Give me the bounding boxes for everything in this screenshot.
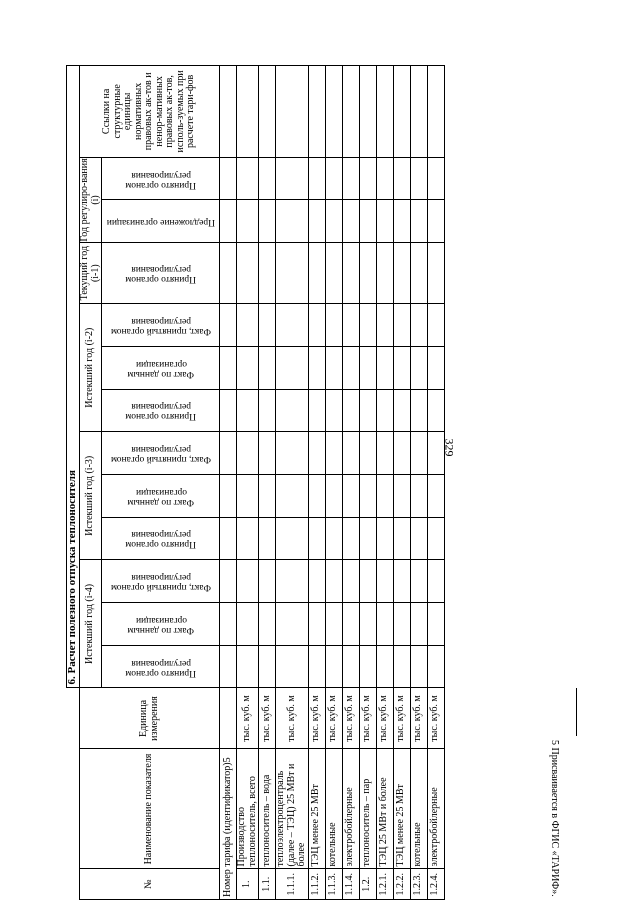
row-number: 1.1.4. — [342, 869, 359, 900]
empty-cell — [325, 157, 342, 200]
empty-cell — [376, 157, 393, 200]
empty-cell — [237, 157, 259, 200]
empty-cell — [308, 645, 325, 688]
empty-cell — [393, 389, 410, 432]
row-number: 1.1.3. — [325, 869, 342, 900]
empty-cell — [276, 200, 309, 243]
empty-cell — [325, 304, 342, 347]
empty-cell — [237, 560, 259, 603]
empty-cell — [393, 200, 410, 243]
table-row — [259, 66, 276, 900]
empty-cell — [308, 243, 325, 304]
row-name: электробойлерные — [342, 749, 359, 869]
empty-cell — [308, 157, 325, 200]
empty-cell — [237, 346, 259, 389]
table-row — [237, 66, 259, 900]
row-name: котельные — [410, 749, 427, 869]
empty-cell — [427, 517, 444, 560]
empty-cell — [342, 474, 359, 517]
empty-cell — [410, 304, 427, 347]
empty-cell — [410, 645, 427, 688]
table-row — [308, 66, 325, 900]
empty-cell — [410, 346, 427, 389]
empty-cell — [410, 517, 427, 560]
empty-cell — [393, 157, 410, 200]
empty-cell — [376, 517, 393, 560]
empty-cell — [325, 389, 342, 432]
empty-cell — [276, 517, 309, 560]
row-name: Производство теплоноситель, всего — [237, 749, 259, 869]
footnote: 5 Присваивается в ФГИС «ТАРИФ». — [549, 740, 560, 897]
empty-cell — [259, 157, 276, 200]
empty-cell — [359, 432, 376, 475]
empty-cell — [359, 474, 376, 517]
empty-cell — [237, 432, 259, 475]
empty-cell — [376, 389, 393, 432]
table-title: 6. Расчет полезного отпуска теплоносителя — [67, 66, 80, 688]
empty-cell — [237, 517, 259, 560]
empty-cell — [393, 603, 410, 646]
empty-cell — [359, 389, 376, 432]
row-unit: тыс. куб. м — [427, 688, 444, 749]
empty-cell — [342, 560, 359, 603]
sub-fact-reg: Факт, принятый органом регулирования — [110, 444, 211, 465]
empty-cell — [259, 389, 276, 432]
empty-cell — [410, 389, 427, 432]
row-number: 1.2. — [359, 869, 376, 900]
empty-cell — [393, 304, 410, 347]
empty-cell — [325, 200, 342, 243]
period-i2-header: Истекший год (i-2) — [80, 304, 102, 432]
empty-cell — [237, 243, 259, 304]
empty-cell — [325, 603, 342, 646]
empty-cell — [237, 389, 259, 432]
sub-accepted: Принято органом регулирования — [125, 264, 196, 285]
empty-cell — [259, 474, 276, 517]
empty-cell — [237, 200, 259, 243]
row-unit: тыс. куб. м — [410, 688, 427, 749]
empty-cell — [410, 603, 427, 646]
empty-cell — [342, 200, 359, 243]
table-row — [410, 66, 427, 900]
empty-cell — [393, 560, 410, 603]
empty-cell — [376, 645, 393, 688]
empty-cell — [342, 243, 359, 304]
empty-cell — [308, 346, 325, 389]
empty-cell — [427, 474, 444, 517]
sub-fact-reg: Факт, принятый органом регулирования — [110, 316, 211, 336]
empty-cell — [342, 389, 359, 432]
empty-cell — [259, 645, 276, 688]
empty-cell — [308, 66, 325, 158]
row-number: 1.2.3. — [410, 869, 427, 900]
empty-cell — [276, 346, 309, 389]
row-unit: тыс. куб. м — [359, 688, 376, 749]
empty-cell — [410, 200, 427, 243]
empty-cell — [376, 432, 393, 475]
empty-cell — [342, 517, 359, 560]
sub-fact-org: Факт по данным организации — [127, 486, 194, 507]
empty-cell — [259, 603, 276, 646]
sub-proposal: Предложение организации — [106, 217, 215, 228]
empty-cell — [276, 474, 309, 517]
empty-cell — [308, 517, 325, 560]
heat-carrier-table — [66, 65, 445, 900]
row-number: 1.2.2. — [393, 869, 410, 900]
empty-cell — [342, 645, 359, 688]
empty-cell — [410, 243, 427, 304]
empty-cell — [359, 346, 376, 389]
page-number: 329 — [442, 438, 457, 457]
table-row — [393, 66, 410, 900]
empty-cell — [259, 517, 276, 560]
row-number: 1.2.4. — [427, 869, 444, 900]
empty-cell — [259, 304, 276, 347]
empty-cell — [237, 66, 259, 158]
empty-cell — [410, 432, 427, 475]
rotated-table-container — [66, 0, 574, 900]
row-name: ТЭЦ менее 25 МВт — [308, 749, 325, 869]
empty-cell — [276, 603, 309, 646]
empty-cell — [427, 200, 444, 243]
row-unit: тыс. куб. м — [259, 688, 276, 749]
empty-cell — [359, 517, 376, 560]
row-number: 1.2.1. — [376, 869, 393, 900]
empty-cell — [359, 645, 376, 688]
empty-cell — [359, 304, 376, 347]
empty-cell — [427, 346, 444, 389]
sub-accepted: Принято органом регулирования — [125, 529, 196, 550]
empty-cell — [393, 66, 410, 158]
empty-cell — [427, 432, 444, 475]
row-number: 1.1. — [259, 869, 276, 900]
empty-cell — [376, 474, 393, 517]
empty-cell — [427, 645, 444, 688]
sub-fact-org: Факт по данным организации — [127, 614, 194, 635]
empty-cell — [325, 346, 342, 389]
empty-cell — [410, 560, 427, 603]
sub-fact-reg: Факт, принятый органом регулирования — [110, 572, 211, 593]
empty-cell — [276, 243, 309, 304]
empty-cell — [308, 389, 325, 432]
empty-cell — [410, 474, 427, 517]
empty-cell — [325, 243, 342, 304]
empty-cell — [342, 157, 359, 200]
empty-cell — [342, 304, 359, 347]
row-name: ТЭЦ менее 25 МВт — [393, 749, 410, 869]
empty-cell — [325, 474, 342, 517]
sub-accepted: Принято органом регулирования — [125, 169, 196, 190]
empty-cell — [427, 243, 444, 304]
empty-cell — [359, 560, 376, 603]
sub-accepted: Принято органом регулирования — [125, 401, 196, 422]
empty-cell — [259, 66, 276, 158]
empty-cell — [376, 346, 393, 389]
col-unit-header: Единица измерения — [80, 688, 220, 749]
empty-cell — [359, 157, 376, 200]
empty-cell — [276, 560, 309, 603]
empty-cell — [276, 389, 309, 432]
empty-cell — [427, 66, 444, 158]
empty-cell — [259, 560, 276, 603]
empty-cell — [276, 157, 309, 200]
empty-cell — [410, 66, 427, 158]
empty-cell — [393, 517, 410, 560]
row-name: ТЭЦ 25 МВт и более — [376, 749, 393, 869]
empty-cell — [342, 346, 359, 389]
empty-cell — [325, 432, 342, 475]
empty-cell — [410, 157, 427, 200]
empty-cell — [308, 304, 325, 347]
period-i1-header: Текущий год (i-1) — [80, 243, 102, 304]
row-unit: тыс. куб. м — [376, 688, 393, 749]
empty-cell — [308, 432, 325, 475]
sub-fact-org: Факт по данным организации — [127, 358, 194, 379]
row-name: котельные — [325, 749, 342, 869]
empty-cell — [276, 432, 309, 475]
empty-cell — [308, 474, 325, 517]
row-unit: тыс. куб. м — [308, 688, 325, 749]
row-number: 1.1.2. — [308, 869, 325, 900]
empty-cell — [325, 645, 342, 688]
empty-cell — [342, 603, 359, 646]
empty-cell — [427, 389, 444, 432]
empty-cell — [393, 346, 410, 389]
empty-cell — [376, 200, 393, 243]
empty-cell — [376, 560, 393, 603]
empty-cell — [427, 157, 444, 200]
refs-header: Ссылки на структурные единицы нормативных правовых ак-тов и ненор-мативных правовых ак-тов, исполь-зуемых при расчете тари-фов — [80, 66, 220, 158]
empty-cell — [427, 560, 444, 603]
row-unit: тыс. куб. м — [393, 688, 410, 749]
empty-cell — [259, 200, 276, 243]
empty-cell — [359, 603, 376, 646]
row-name: теплоноситель – пар — [359, 749, 376, 869]
table-row — [427, 66, 444, 900]
empty-cell — [308, 560, 325, 603]
empty-cell — [359, 200, 376, 243]
row-unit: тыс. куб. м — [325, 688, 342, 749]
period-reg-header: Год регулиро-вания (i) — [79, 158, 101, 242]
empty-cell — [393, 432, 410, 475]
empty-cell — [276, 304, 309, 347]
empty-cell — [325, 66, 342, 158]
empty-cell — [359, 243, 376, 304]
tariff-id-row: Номер тарифа (идентификатор)5 — [220, 749, 237, 900]
empty-cell — [376, 66, 393, 158]
empty-cell — [237, 645, 259, 688]
empty-cell — [237, 603, 259, 646]
row-name: теплоноситель – вода — [259, 749, 276, 869]
row-unit: тыс. куб. м — [237, 688, 259, 749]
empty-cell — [325, 560, 342, 603]
empty-cell — [308, 200, 325, 243]
col-name-header: Наименование показателя — [80, 749, 220, 869]
empty-cell — [393, 645, 410, 688]
row-name: теплоэлектроцентраль (далее – ТЭЦ) 25 МВт и более — [276, 749, 309, 869]
empty-cell — [325, 517, 342, 560]
table-row — [359, 66, 376, 900]
empty-cell — [376, 603, 393, 646]
empty-cell — [393, 243, 410, 304]
empty-cell — [427, 603, 444, 646]
row-unit: тыс. куб. м — [342, 688, 359, 749]
row-name: электробойлерные — [427, 749, 444, 869]
period-i3-header: Истекший год (i-3) — [80, 432, 102, 560]
table-row — [276, 66, 309, 900]
footnote-rule — [576, 688, 577, 736]
table-row — [325, 66, 342, 900]
empty-cell — [276, 645, 309, 688]
row-number: 1. — [237, 869, 259, 900]
empty-cell — [237, 474, 259, 517]
empty-cell — [393, 474, 410, 517]
row-number: 1.1.1. — [276, 869, 309, 900]
empty-cell — [376, 243, 393, 304]
table-row — [376, 66, 393, 900]
empty-cell — [308, 603, 325, 646]
row-unit: тыс. куб. м — [276, 688, 309, 749]
empty-cell — [259, 346, 276, 389]
empty-cell — [276, 66, 309, 158]
empty-cell — [259, 432, 276, 475]
period-i4-header: Истекший год (i-4) — [80, 560, 102, 688]
empty-cell — [376, 304, 393, 347]
table-row — [342, 66, 359, 900]
empty-cell — [427, 304, 444, 347]
empty-cell — [359, 66, 376, 158]
empty-cell — [342, 66, 359, 158]
empty-cell — [259, 243, 276, 304]
col-num-header: № — [80, 869, 220, 900]
empty-cell — [342, 432, 359, 475]
sub-accepted: Принято органом регулирования — [125, 657, 196, 678]
empty-cell — [237, 304, 259, 347]
